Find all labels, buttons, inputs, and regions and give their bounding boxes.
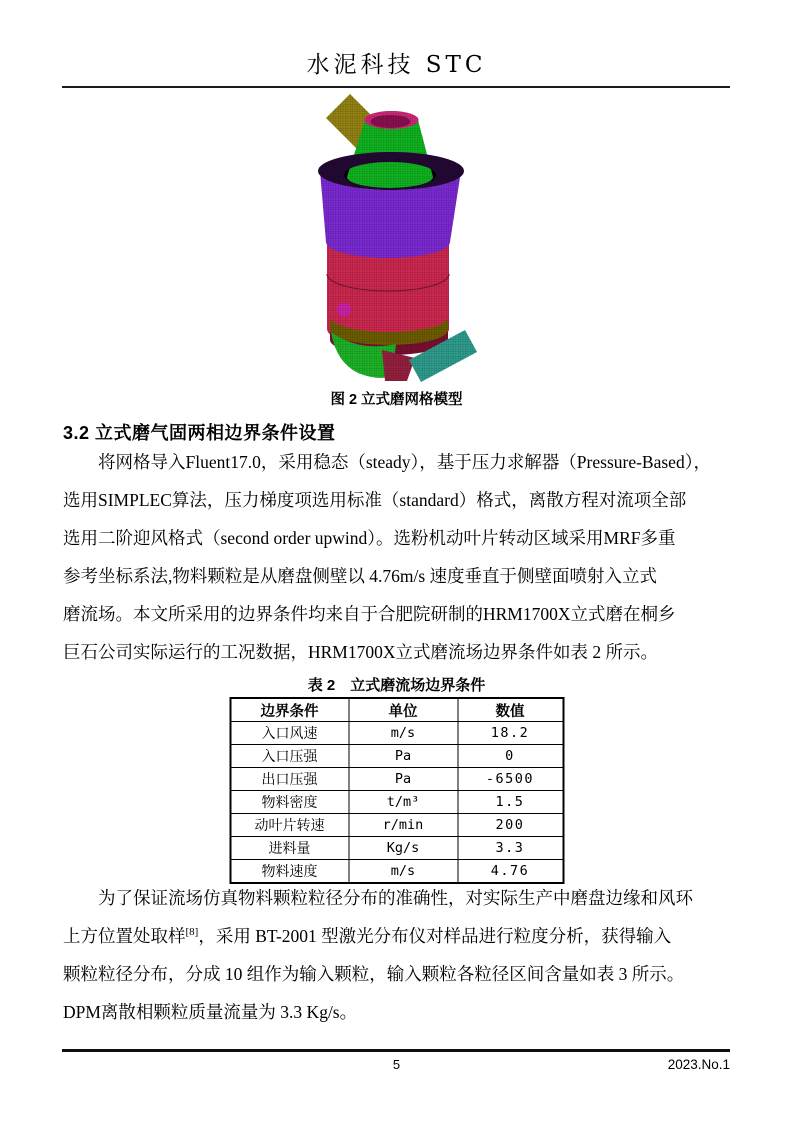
- value-cell: 0: [458, 745, 564, 768]
- table-header-row: [230, 698, 563, 722]
- unit-cell: Pa: [349, 745, 458, 768]
- table-caption: 表 2 立式磨流场边界条件: [307, 677, 486, 694]
- section-heading: 3.2 立式磨气固两相边界条件设置: [63, 423, 336, 443]
- issue-label: 2023.No.1: [667, 1057, 730, 1072]
- paragraph-line: 巨石公司实际运行的工况数据，HRM1700X立式磨流场边界条件如表 2 所示。: [63, 642, 659, 662]
- paragraph-line: 参考坐标系法,物料颗粒是从磨盘侧壁以 4.76m/s 速度垂直于侧壁面喷射入立式: [63, 566, 658, 586]
- unit-cell: Pa: [349, 768, 458, 791]
- vertical-mill-mesh-figure: [314, 92, 480, 384]
- mesh-overlay: [314, 92, 480, 384]
- unit-cell: Kg/s: [349, 837, 458, 860]
- column-header-unit: 单位: [349, 698, 458, 722]
- paragraph-line: DPM离散相颗粒质量流量为 3.3 Kg/s。: [63, 1002, 358, 1022]
- unit-cell: m/s: [349, 722, 458, 745]
- journal-title: 水泥科技 STC: [306, 52, 487, 78]
- table-row: [230, 722, 563, 745]
- paragraph-line: 为了保证流场仿真物料颗粒粒径分布的准确性，对实际生产中磨盘边缘和风环: [98, 888, 693, 908]
- condition-cell: 进料量: [230, 837, 349, 860]
- page-number: 5: [392, 1057, 401, 1072]
- condition-cell: 动叶片转速: [230, 814, 349, 837]
- citation-superscript: [8]: [185, 926, 199, 939]
- condition-cell: 入口风速: [230, 722, 349, 745]
- condition-cell: 物料密度: [230, 791, 349, 814]
- paragraph-line: [63, 917, 733, 955]
- paragraph-line: 将网格导入Fluent17.0，采用稳态（steady），基于压力求解器（Pressure-Based），: [98, 452, 711, 472]
- value-cell: 200: [458, 814, 564, 837]
- paragraph-line: 颗粒粒径分布，分成 10 组作为输入颗粒，输入颗粒各粒径区间含量如表 3 所示。: [63, 964, 685, 984]
- boundary-conditions-table: [229, 697, 564, 884]
- unit-cell: m/s: [349, 860, 458, 884]
- unit-cell: r/min: [349, 814, 458, 837]
- condition-cell: 出口压强: [230, 768, 349, 791]
- table-row: [230, 814, 563, 837]
- paragraph-line: 磨流场。本文所采用的边界条件均来自于合肥院研制的HRM1700X立式磨在桐乡: [63, 604, 676, 624]
- condition-cell: 物料速度: [230, 860, 349, 884]
- figure-caption: 图 2 立式磨网格模型: [330, 392, 463, 408]
- column-header-value: 数值: [458, 698, 564, 722]
- paragraph-boundary-setup: [63, 443, 733, 671]
- value-cell: 1.5: [458, 791, 564, 814]
- condition-cell: 入口压强: [230, 745, 349, 768]
- footer-rule: [62, 1049, 730, 1052]
- table-row: [230, 837, 563, 860]
- line-text: ，采用 BT-2001 型激光分布仪对样品进行粒度分析，获得输入: [198, 926, 672, 946]
- table-row: [230, 768, 563, 791]
- mesh-model-image: [314, 92, 480, 384]
- header-rule: [62, 86, 730, 88]
- unit-cell: t/m³: [349, 791, 458, 814]
- value-cell: -6500: [458, 768, 564, 791]
- table-row: [230, 791, 563, 814]
- value-cell: 3.3: [458, 837, 564, 860]
- paragraph-line: 选用SIMPLEC算法，压力梯度项选用标准（standard）格式，离散方程对流项全部: [63, 490, 687, 510]
- boundary-conditions-table-wrap: [229, 697, 564, 884]
- value-cell: 4.76: [458, 860, 564, 884]
- table-row: [230, 745, 563, 768]
- column-header-condition: 边界条件: [230, 698, 349, 722]
- line-text: 上方位置处取样: [63, 926, 186, 946]
- paragraph-particle-sampling: [63, 879, 733, 1031]
- value-cell: 18.2: [458, 722, 564, 745]
- paragraph-line: 选用二阶迎风格式（second order upwind）。选粉机动叶片转动区域采用MRF多重: [63, 528, 676, 548]
